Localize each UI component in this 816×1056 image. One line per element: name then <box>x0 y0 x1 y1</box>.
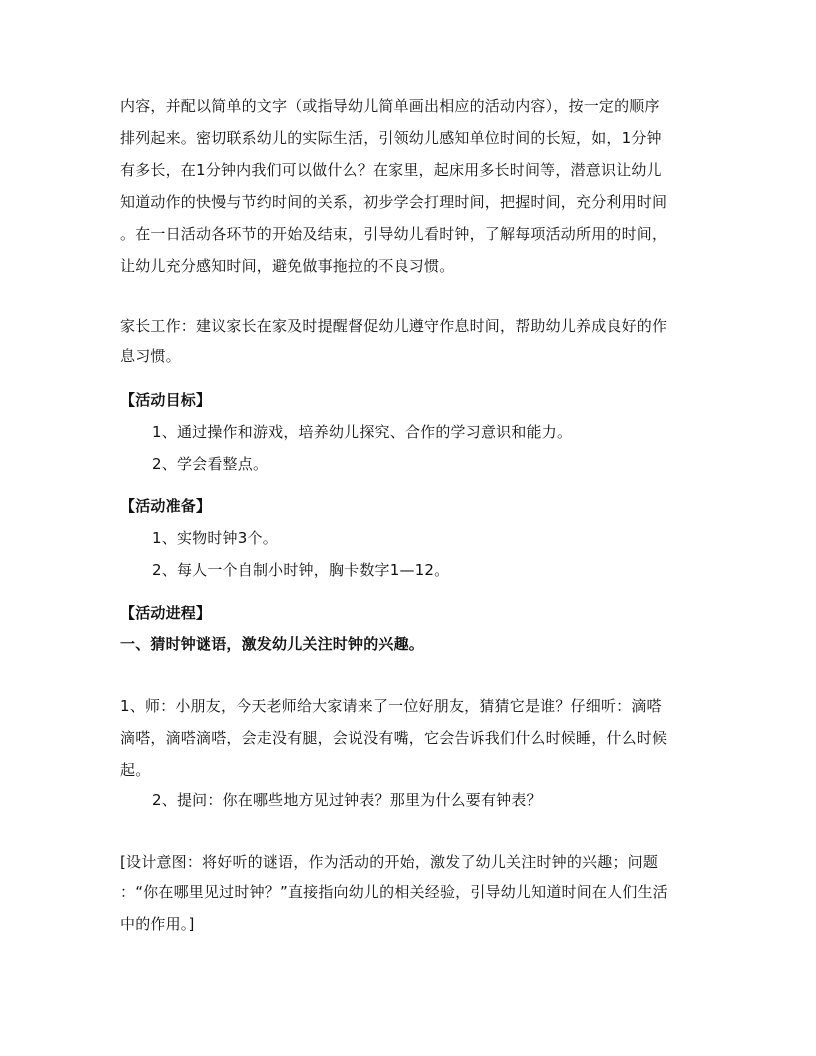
process-item1-line-1: 1、师：小朋友，今天老师给大家请来了一位好朋友，猜猜它是谁？仔细听：滴嗒 <box>120 697 662 715</box>
process-item1-line-2: 滴嗒，滴嗒滴嗒，会走没有腿，会说没有嘴，它会告诉我们什么时候睡，什么时候 <box>120 729 668 747</box>
design-intent-line-3: 中的作用。] <box>120 915 195 933</box>
paragraph1-line-4: 知道动作的快慢与节约时间的关系，初步学会打理时间，把握时间，充分利用时间 <box>120 193 668 211</box>
paragraph1-line-5: 。在一日活动各环节的开始及结束，引导幼儿看时钟，了解每项活动所用的时间， <box>120 225 668 243</box>
paragraph1-line-2: 排列起来。密切联系幼儿的实际生活，引领幼儿感知单位时间的长短，如，1分钟 <box>120 129 662 147</box>
preparation-item-2: 2、每人一个自制小时钟，胸卡数字1—12。 <box>152 561 450 579</box>
process-step1-title: 一、猜时钟谜语，激发幼儿关注时钟的兴趣。 <box>120 635 425 653</box>
parent-work-line-1: 家长工作：建议家长在家及时提醒督促幼儿遵守作息时间，帮助幼儿养成良好的作 <box>120 317 668 335</box>
paragraph1-line-1: 内容，并配以简单的文字（或指导幼儿简单画出相应的活动内容），按一定的顺序 <box>120 97 660 115</box>
preparation-item-1: 1、实物时钟3个。 <box>152 529 278 547</box>
paragraph1-line-3: 有多长，在1分钟内我们可以做什么？在家里，起床用多长时间等，潜意识让幼儿 <box>120 161 662 179</box>
design-intent-line-1: [设计意图：将好听的谜语，作为活动的开始，激发了幼儿关注时钟的兴趣；问题 <box>120 853 659 871</box>
preparation-heading: 【活动准备】 <box>120 497 212 515</box>
parent-work-line-2: 息习惯。 <box>120 347 181 365</box>
objectives-item-2: 2、学会看整点。 <box>152 455 269 473</box>
process-item2: 2、提问：你在哪些地方见过钟表？那里为什么要有钟表？ <box>152 791 542 809</box>
objectives-item-1: 1、通过操作和游戏，培养幼儿探究、合作的学习意识和能力。 <box>152 423 573 441</box>
process-item1-line-3: 起。 <box>120 761 151 779</box>
paragraph1-line-6: 让幼儿充分感知时间，避免做事拖拉的不良习惯。 <box>120 257 455 275</box>
process-heading: 【活动进程】 <box>120 604 212 622</box>
objectives-heading: 【活动目标】 <box>120 391 212 409</box>
design-intent-line-2: ：“你在哪里见过时钟？”直接指向幼儿的相关经验，引导幼儿知道时间在人们生活 <box>120 883 668 901</box>
